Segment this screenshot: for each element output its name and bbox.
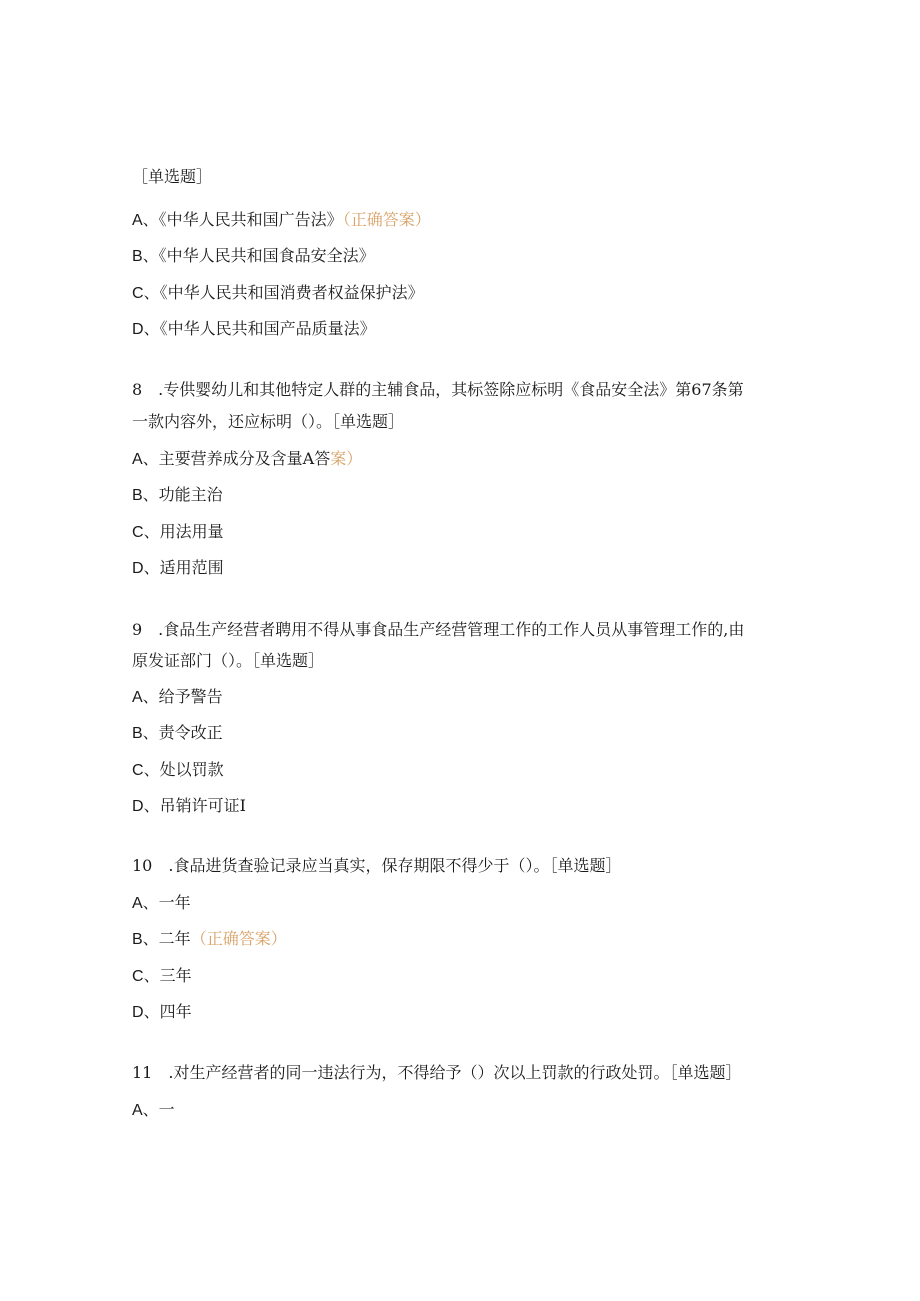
- option-text: 、《中华人民共和国食品安全法》: [142, 246, 375, 265]
- option-text: 、一年: [142, 893, 191, 912]
- q11-stem: 11 .对生产经营者的同一违法行为，不得给予（）次以上罚款的行政处罚。［单选题］: [132, 1063, 742, 1082]
- option-text: 、《中华人民共和国消费者权益保护法》: [143, 283, 424, 302]
- correct-answer-mark: 案）: [330, 449, 363, 468]
- option-letter: A: [132, 1102, 143, 1119]
- correct-answer-mark: （正确答案）: [190, 929, 287, 948]
- q8-option-b: [132, 484, 223, 507]
- option-letter: C: [132, 285, 144, 302]
- q8-stem-line1: 8 .专供婴幼儿和其他特定人群的主辅食品，其标签除应标明《食品安全法》第67条第: [132, 380, 744, 399]
- option-text: 、一: [142, 1100, 175, 1119]
- option-text: 、二年: [142, 929, 191, 948]
- q7-type-tag: ［单选题］: [132, 167, 213, 186]
- option-text: 、责令改正: [142, 723, 223, 742]
- q9-option-d: [132, 795, 246, 818]
- q10-stem: 10 .食品进货查验记录应当真实，保存期限不得少于（）。［单选题］: [132, 856, 622, 875]
- option-letter: B: [132, 931, 143, 948]
- q8-option-c: [132, 521, 224, 544]
- option-letter: A: [132, 212, 143, 229]
- option-letter: B: [132, 248, 143, 265]
- option-letter: A: [132, 895, 143, 912]
- option-text: 、吊销许可证I: [143, 796, 246, 815]
- option-letter: B: [132, 487, 143, 504]
- option-letter: D: [132, 1004, 144, 1021]
- option-letter: D: [132, 560, 144, 577]
- q9-option-c: [132, 759, 224, 782]
- option-letter: B: [132, 725, 143, 742]
- option-text: 、用法用量: [143, 522, 224, 541]
- q7-option-a: [132, 209, 431, 232]
- option-text: 、主要营养成分及含量A答: [142, 449, 331, 468]
- option-letter: D: [132, 321, 144, 338]
- q8-option-a: [132, 448, 362, 471]
- q10-option-c: [132, 965, 192, 988]
- q10-option-d: [132, 1001, 192, 1024]
- q7-option-c: [132, 282, 424, 305]
- option-letter: D: [132, 798, 144, 815]
- correct-answer-mark: （正确答案）: [342, 210, 431, 229]
- option-text: 、处以罚款: [143, 760, 224, 779]
- option-text: 、四年: [143, 1002, 192, 1021]
- option-text: 、《中华人民共和国广告法》: [142, 210, 343, 229]
- q9-option-a: [132, 686, 223, 709]
- q9-stem-line2: 原发证部门（）。［单选题］: [132, 651, 325, 670]
- option-letter: C: [132, 524, 144, 541]
- q11-option-a: [132, 1099, 175, 1122]
- q10-option-b: [132, 928, 287, 951]
- q9-stem-line1: 9 .食品生产经营者聘用不得从事食品生产经营管理工作的工作人员从事管理工作的,由: [132, 620, 745, 639]
- option-letter: A: [132, 689, 143, 706]
- q10-option-a: [132, 892, 191, 915]
- q8-stem-line2: 一款内容外，还应标明（）。［单选题］: [132, 412, 405, 431]
- option-text: 、功能主治: [142, 485, 223, 504]
- option-text: 、给予警告: [142, 687, 223, 706]
- option-letter: C: [132, 762, 144, 779]
- option-text: 、适用范围: [143, 558, 224, 577]
- option-text: 、三年: [143, 966, 192, 985]
- option-letter: A: [132, 451, 143, 468]
- q7-option-d: [132, 318, 376, 341]
- q7-option-b: [132, 245, 375, 268]
- q9-option-b: [132, 722, 223, 745]
- option-text: 、《中华人民共和国产品质量法》: [143, 319, 376, 338]
- option-letter: C: [132, 968, 144, 985]
- q8-option-d: [132, 557, 224, 580]
